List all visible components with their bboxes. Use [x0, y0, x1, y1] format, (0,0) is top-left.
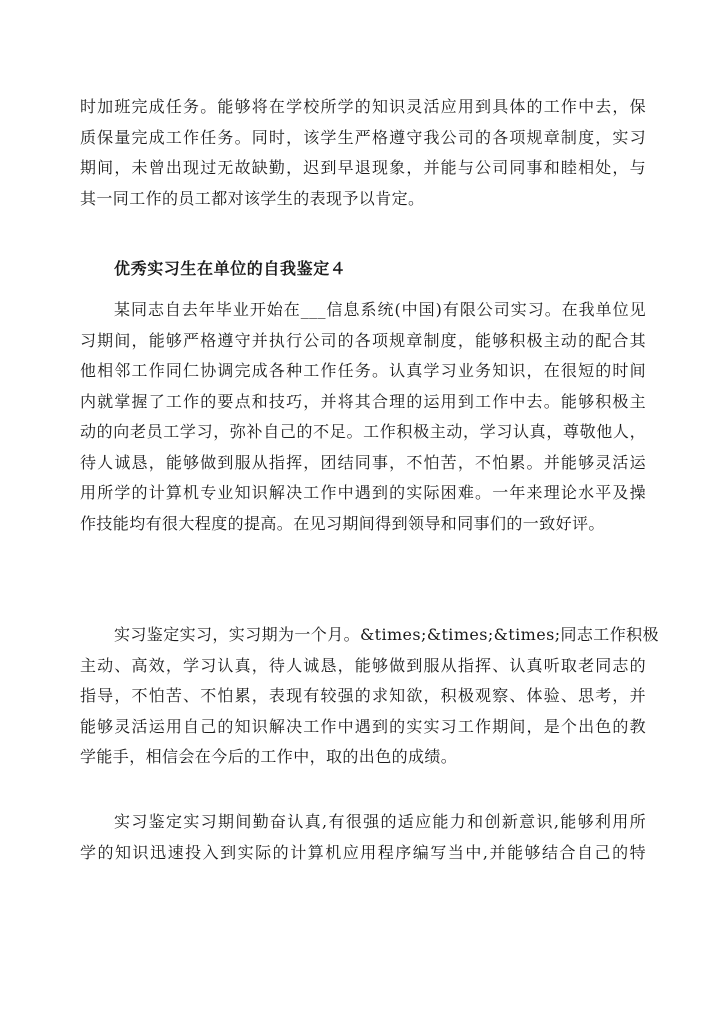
text-line: 习期间，能够严格遵守并执行公司的各项规章制度，能够积极主动的配合其 [80, 330, 646, 350]
text-line: 实习鉴定实习期间勤奋认真,有很强的适应能力和创新意识,能够利用所 [114, 812, 646, 831]
paragraph-evaluation-end [80, 92, 646, 214]
text-line: 质保量完成工作任务。同时，该学生严格遵守我公司的各项规章制度，实习 [80, 127, 646, 147]
text-line: 用所学的计算机专业知识解决工作中遇到的实际困难。一年来理论水平及操 [80, 483, 646, 502]
text-line: 某同志自去年毕业开始在___信息系统(中国)有限公司实习。在我单位见 [114, 300, 646, 319]
paragraph-internship-diligence [80, 807, 646, 868]
text-line: 他相邻工作同仁协调完成各种工作任务。认真学习业务知识，在很短的时间 [80, 361, 646, 380]
text-line: 待人诚恳，能够做到服从指挥，团结同事，不怕苦，不怕累。并能够灵活运 [80, 452, 646, 472]
text-line: 学能手，相信会在今后的工作中，取的出色的成绩。 [80, 747, 458, 766]
text-line: 动的向老员工学习，弥补自己的不足。工作积极主动，学习认真，尊敬他人， [80, 422, 646, 441]
section-heading: 优秀实习生在单位的自我鉴定４ [114, 259, 347, 278]
text-line: 主动、高效，学习认真，待人诚恳，能够做到服从指挥、认真听取老同志的 [80, 655, 646, 675]
text-line: 作技能均有很大程度的提高。在见习期间得到领导和同事们的一致好评。 [80, 513, 605, 533]
text-line: 期间，未曾出现过无故缺勤，迟到早退现象，并能与公司同事和睦相处，与 [80, 158, 646, 177]
text-line: 指导，不怕苦、不怕累，表现有较强的求知欲，积极观察、体验、思考，并 [80, 686, 646, 705]
paragraph-internship-review [80, 295, 646, 539]
text-line: 时加班完成任务。能够将在学校所学的知识灵活应用到具体的工作中去，保 [80, 97, 646, 116]
paragraph-internship-assessment [80, 620, 659, 773]
text-line: 其一同工作的员工都对该学生的表现予以肯定。 [80, 188, 425, 208]
text-line: 学的知识迅速投入到实际的计算机应用程序编写当中,并能够结合自己的特 [80, 842, 646, 862]
text-line: 内就掌握了工作的要点和技巧，并将其合理的运用到工作中去。能够积极主 [80, 391, 646, 411]
text-line: 能够灵活运用自己的知识解决工作中遇到的实实习工作期间，是个出色的教 [80, 716, 646, 736]
text-line: 实习鉴定实习，实习期为一个月。&times;&times;&times;同志工作积极 [114, 625, 659, 644]
